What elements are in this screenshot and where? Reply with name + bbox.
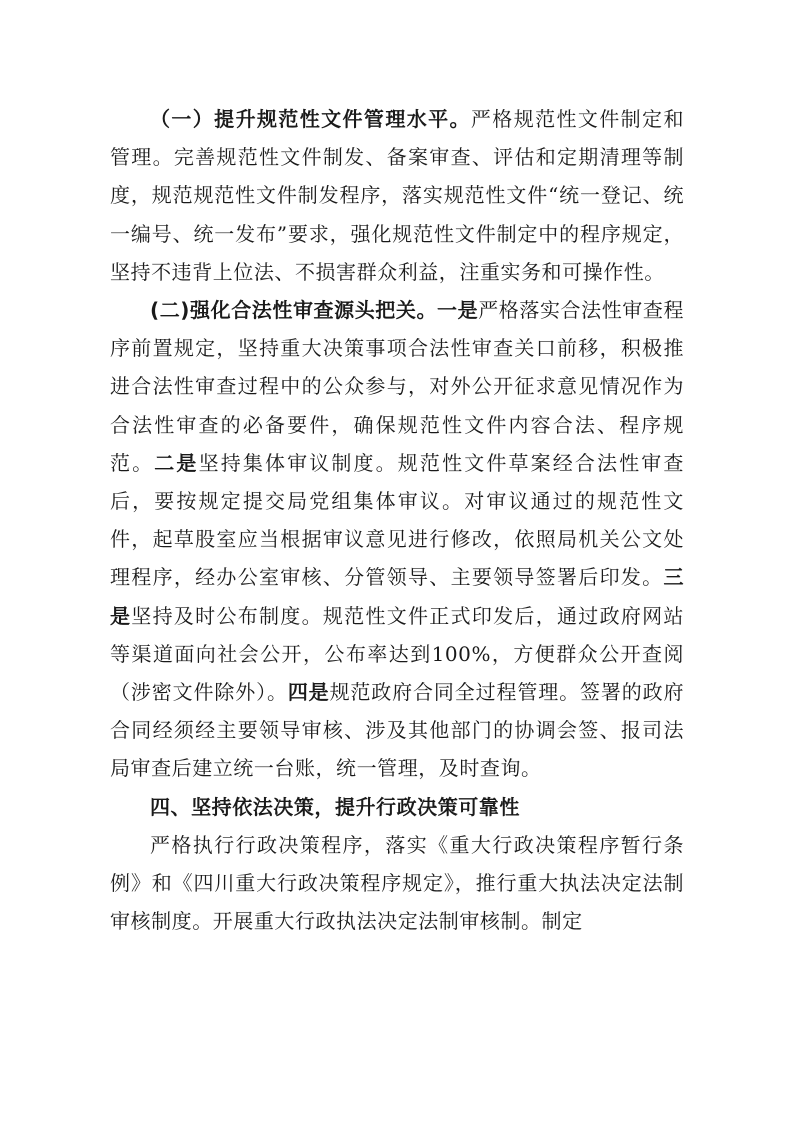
section-1-text: 严格规范性文件制定和管理。完善规范性文件制发、备案审查、评估和定期清理等制度，规范规范性文件制发程序，落实规范性文件“统一登记、统一编号、统一发布”要求，强化规范性文件制定中的程序规定，坚持不违背上位法、不损害群众利益，注重实务和可操作性。 — [110, 107, 684, 284]
section-2-text-2: 坚持集体审议制度。规范性文件草案经合法性审查后，要按规定提交局党组集体审议。对审议通过的规范性文件，起草股室应当根据审议意见进行修改，依照局机关公文处理程序，经办公室审核、分管领导、主要领导签署后印发。 — [110, 450, 684, 590]
section-2-text-1: 严格落实合法性审查程序前置规定，坚持重大决策事项合法性审查关口前移，积极推进合法性审查过程中的公众参与，对外公开征求意见情况作为合法性审查的必备要件，确保规范性文件内容合法、程序规范。 — [110, 298, 685, 475]
section-2-keyword-3: 三是 — [110, 565, 684, 628]
section-2-keyword-4: 四是 — [287, 680, 330, 705]
paragraph-section-3 — [110, 826, 684, 941]
section-2-keyword-1: 一是 — [437, 298, 479, 323]
section-2-lead: (二)强化合法性审查源头把关。 — [150, 298, 438, 323]
paragraph-section-2 — [110, 291, 684, 788]
section-3-heading: 四、坚持依法决策，提升行政决策可靠性 — [150, 794, 520, 819]
section-2-text-3: 坚持及时公布制度。规范性文件正式印发后，通过政府网站等渠道面向社会公开，公布率达到100%，方便群众公开查阅（涉密文件除外）。 — [110, 603, 684, 705]
section-2-text-4: 规范政府合同全过程管理。签署的政府合同经须经主要领导审核、涉及其他部门的协调会签、报司法局审查后建立统一台账，统一管理，及时查询。 — [110, 680, 684, 781]
section-3-text: 严格执行行政决策程序，落实《重大行政决策程序暂行条例》和《四川重大行政决策程序规定》，推行重大执法决定法制审核制度。开展重大行政执法决定法制审核制。制定 — [110, 832, 684, 934]
paragraph-section-1 — [110, 100, 684, 291]
document-body — [110, 100, 684, 940]
section-2-keyword-2: 二是 — [154, 450, 199, 475]
section-1-lead: （一）提升规范性文件管理水平。 — [150, 107, 471, 131]
